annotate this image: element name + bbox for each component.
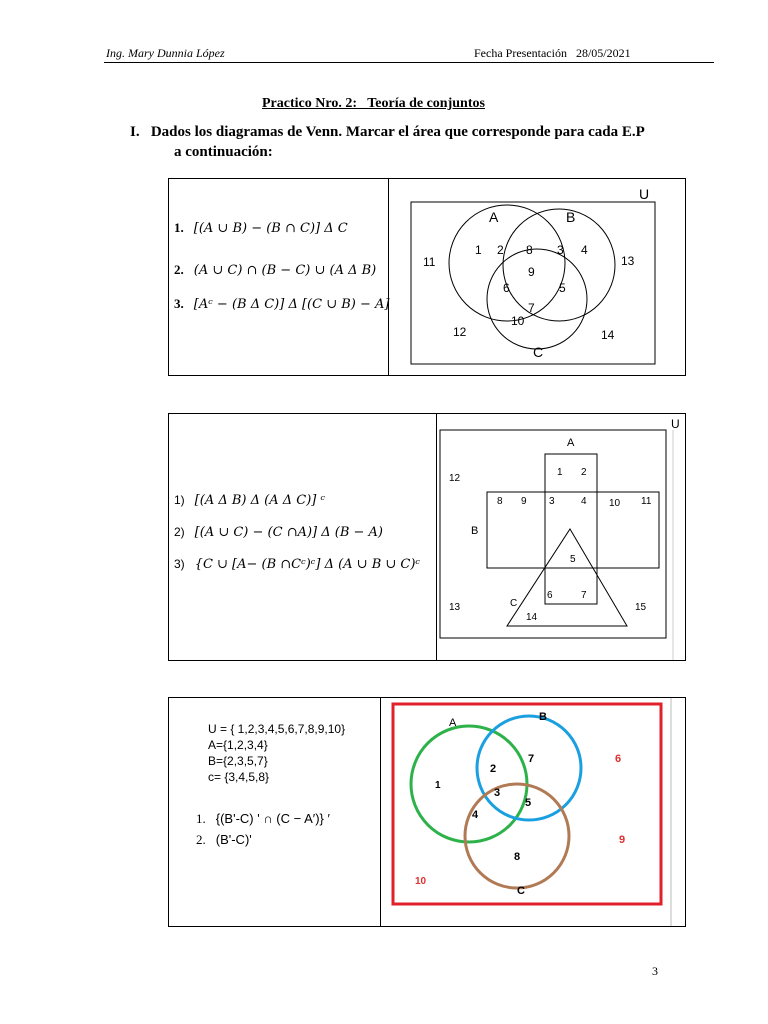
exercise3-circle-c xyxy=(465,784,569,888)
exercise1-region: 14 xyxy=(601,328,615,342)
header-date-label: Fecha Presentación xyxy=(474,46,567,60)
exercise1-region: 4 xyxy=(581,243,588,257)
header-author: Ing. Mary Dunnia López xyxy=(106,46,225,60)
exercise1-region: 9 xyxy=(528,265,535,279)
exercise1-item-1 xyxy=(174,220,348,236)
exercise2-region: 11 xyxy=(641,496,652,507)
exercise2-item-2 xyxy=(174,524,383,540)
exercise1-universe-frame xyxy=(411,202,655,364)
exercise3-region: 3 xyxy=(494,787,501,799)
exercise3-item-1-number: 1. xyxy=(196,811,206,826)
exercise1-item-3-number: 3. xyxy=(174,296,184,311)
exercise1-region: 8 xyxy=(526,243,533,257)
exercise1-venn xyxy=(389,179,685,375)
header-date-value: 28/05/2021 xyxy=(575,46,631,60)
exercise1-region: 10 xyxy=(511,314,525,328)
exercise3-region: 10 xyxy=(415,876,427,887)
exercise3-region: 7 xyxy=(528,753,535,765)
question-line2: a continuación: xyxy=(174,144,273,160)
exercise2-region: 13 xyxy=(449,602,461,613)
exercise2-item-1-number: 1) xyxy=(174,493,185,507)
question-line1 xyxy=(130,124,645,141)
exercise2-item-1 xyxy=(174,492,325,508)
exercise3-definition-b: B={2,3,5,7} xyxy=(208,754,268,768)
exercise1-item-1-number: 1. xyxy=(174,220,184,235)
exercise1-set-c: C xyxy=(533,344,544,360)
exercise3-set-b: B xyxy=(539,711,547,723)
exercise1-region: 13 xyxy=(621,254,635,268)
exercise1-circle-c xyxy=(487,249,587,349)
exercise1-region: 5 xyxy=(559,281,566,295)
exercise3-venn xyxy=(381,698,685,926)
exercise2-region: 5 xyxy=(570,554,576,565)
exercise1-region: 1 xyxy=(475,243,482,257)
exercise2-region: 2 xyxy=(581,467,587,478)
exercise2-universe-label: U xyxy=(671,417,680,431)
exercise3-region: 8 xyxy=(514,851,521,863)
exercise3-region: 5 xyxy=(525,797,532,809)
exercise2-diagram xyxy=(437,414,685,660)
exercise3-region: 9 xyxy=(619,834,626,846)
exercise1-circle-a xyxy=(449,205,565,321)
exercise2-region: 12 xyxy=(449,473,461,484)
page-title: Practico Nro. 2: Teoría de conjuntos xyxy=(262,96,485,111)
header-rule xyxy=(104,62,714,63)
exercise3-region: 6 xyxy=(615,753,622,765)
exercise2-set-b: B xyxy=(471,525,479,537)
exercise2-region: 14 xyxy=(526,612,538,623)
exercise2-region: 8 xyxy=(497,496,503,507)
exercise3-definition-c: c= {3,4,5,8} xyxy=(208,770,270,784)
exercise2-item-3-expr: {C ∪ [A− (B ∩Cᶜ)ᶜ] Δ (A ∪ B ∪ C)ᶜ xyxy=(194,557,421,572)
exercise1-region: 11 xyxy=(423,255,436,269)
exercise3-item-1 xyxy=(196,811,330,827)
exercise2-region: 3 xyxy=(549,496,555,507)
exercise2-item-1-expr: [(A Δ B) Δ (A Δ C)] ᶜ xyxy=(194,493,326,508)
exercise1-universe-label: U xyxy=(639,186,650,202)
exercise1-item-2 xyxy=(174,262,376,278)
exercise1-item-2-number: 2. xyxy=(174,262,184,277)
exercise1-set-b: B xyxy=(566,209,576,225)
exercise2-item-3 xyxy=(174,556,420,572)
exercise2-region: 15 xyxy=(635,602,647,613)
exercise1-region: 12 xyxy=(453,325,467,339)
exercise1-item-1-expr: [(A ∪ B) − (B ∩ C)] Δ C xyxy=(193,221,348,236)
exercise2-region: 7 xyxy=(581,590,587,601)
exercise1-region: 2 xyxy=(497,243,504,257)
exercise3-region: 2 xyxy=(490,763,497,775)
exercise3-definition-a: A={1,2,3,4} xyxy=(208,738,268,752)
exercise3-region: 4 xyxy=(472,809,479,821)
exercise1-item-2-expr: (A ∪ C) ∩ (B − C) ∪ (A Δ B) xyxy=(193,263,377,278)
exercise3-region: 1 xyxy=(435,780,441,791)
exercise2-rect-a xyxy=(545,454,597,604)
exercise2-region: 1 xyxy=(557,467,563,478)
exercise2-region: 10 xyxy=(609,498,621,509)
exercise3-item-2-number: 2. xyxy=(196,832,206,847)
exercise1-set-a: A xyxy=(489,209,499,225)
exercise1-item-3-expr: [Aᶜ − (B Δ C)] Δ [(C ∪ B) − A] xyxy=(193,297,390,312)
exercise2-set-c: C xyxy=(510,598,518,609)
exercise1-region: 7 xyxy=(528,301,535,315)
exercise2-item-2-expr: [(A ∪ C) − (C ∩A)] Δ (B − A) xyxy=(194,525,384,540)
exercise1-item-3 xyxy=(174,296,389,312)
exercise2-triangle-c xyxy=(507,529,627,626)
exercise1-region: 3 xyxy=(557,243,564,257)
exercise2-item-2-number: 2) xyxy=(174,525,185,539)
exercise3-item-2 xyxy=(196,832,252,848)
exercise3-set-a: A xyxy=(449,717,457,729)
exercise3-item-2-expr: (B'-C)' xyxy=(215,832,252,847)
exercise3-definition-u: U = { 1,2,3,4,5,6,7,8,9,10} xyxy=(208,722,346,736)
exercise1-circle-b xyxy=(503,209,615,321)
exercise2-set-a: A xyxy=(567,437,575,449)
exercise1-region: 6 xyxy=(503,281,510,295)
exercise3-item-1-expr: {(B'-C) ' ∩ (C − A′)} ′ xyxy=(215,811,330,826)
page-number: 3 xyxy=(652,964,658,978)
question-number: I. xyxy=(130,124,140,140)
exercise3-definitions xyxy=(208,721,345,785)
header-date xyxy=(474,46,631,61)
exercise2-region: 4 xyxy=(581,496,587,507)
exercise3-set-c: C xyxy=(517,885,525,897)
question-text: Dados los diagramas de Venn. Marcar el área que corresponde para cada E.P xyxy=(150,124,645,140)
exercise2-region: 9 xyxy=(521,496,527,507)
exercise2-region: 6 xyxy=(547,590,553,601)
exercise2-item-3-number: 3) xyxy=(174,557,185,571)
